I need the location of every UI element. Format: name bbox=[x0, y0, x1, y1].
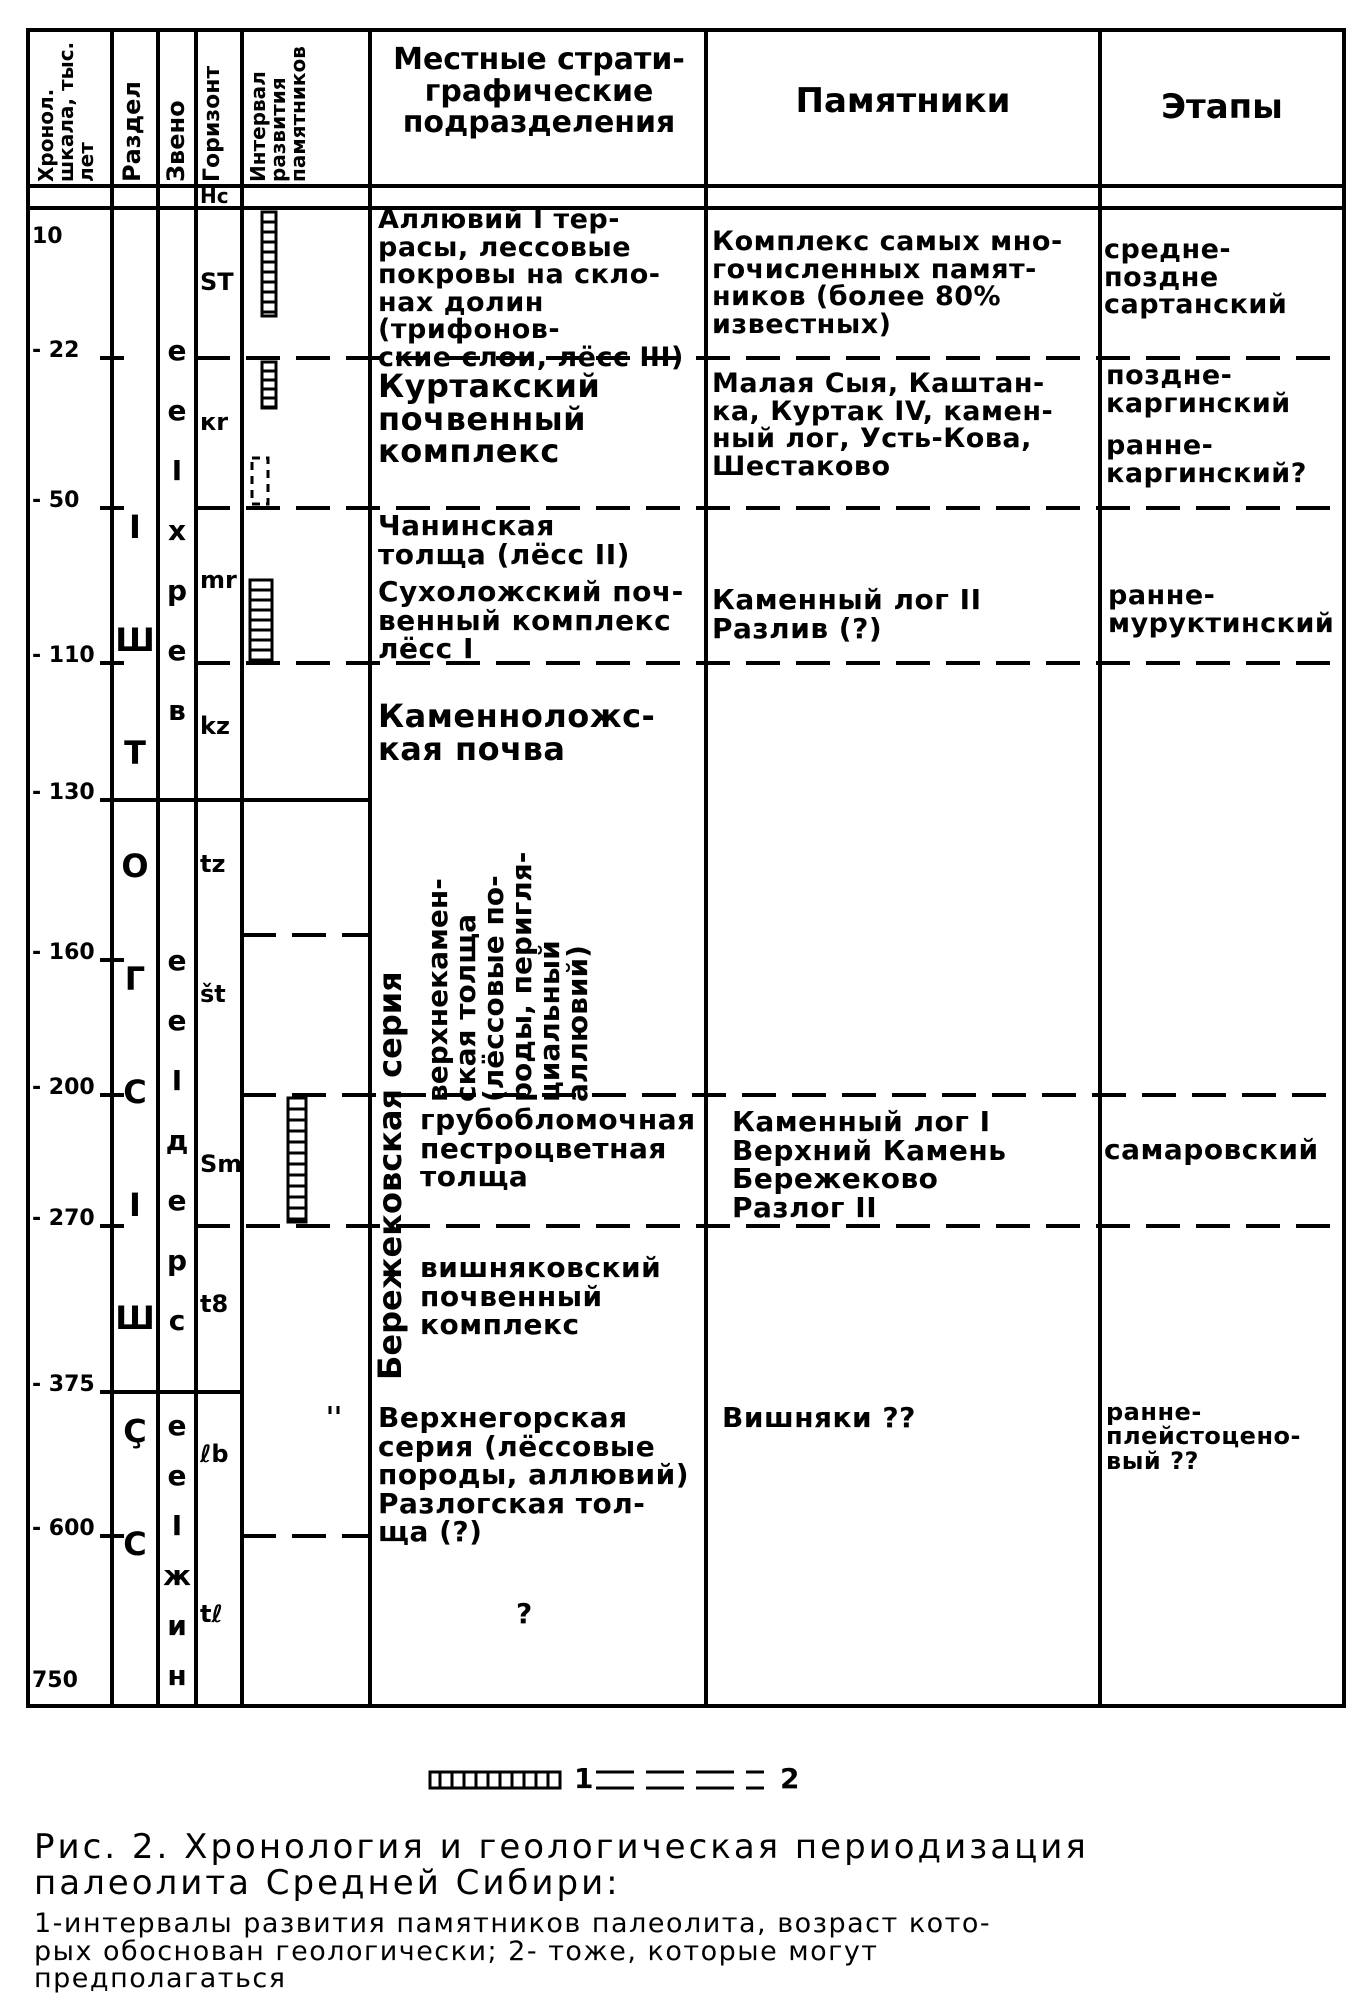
horizon-code: кr bbox=[200, 408, 229, 436]
monuments-r6: Каменный лог I Верхний Камень Бережеково Разлог II bbox=[732, 1105, 1007, 1224]
chrono-tick: - 600 bbox=[32, 1516, 95, 1541]
monuments-r2: Малая Сыя, Каштан- ка, Куртак IV, камен- ный лог, Усть-Кова, Шестаково bbox=[712, 368, 1054, 482]
link-letter: е bbox=[167, 633, 187, 667]
link-letter: е bbox=[167, 1408, 187, 1442]
figure-caption-title: Рис. 2. Хронология и геологическая периодизация палеолита Средней Сибири: bbox=[34, 1827, 1089, 1903]
interval-bars bbox=[250, 212, 306, 1222]
link-letter: х bbox=[167, 513, 187, 547]
link-letter: е bbox=[167, 333, 187, 367]
chrono-tick: - 270 bbox=[32, 1206, 95, 1231]
division-letter: Ш bbox=[115, 620, 155, 659]
link-letter: р bbox=[166, 573, 188, 607]
local-unit-r4: Каменноложс- кая почва bbox=[378, 697, 656, 768]
link-upper bbox=[160, 320, 194, 740]
chrono-tick: 750 bbox=[32, 1668, 78, 1693]
local-unit-question: ? bbox=[516, 1597, 533, 1630]
link-letter: с bbox=[168, 1303, 186, 1337]
division-letter: О bbox=[121, 846, 149, 885]
stage-r2a: поздне- каргинский bbox=[1106, 360, 1291, 419]
monuments-r1: Комплекс самых мно- гочисленных памят- ников (более 80% известных) bbox=[712, 226, 1063, 340]
link-letter: в bbox=[168, 693, 186, 727]
local-unit-r3b: Сухоложский поч- венный комплекс лёсс I bbox=[378, 575, 684, 666]
link-letter: I bbox=[171, 1508, 183, 1542]
header-link: Звено bbox=[162, 100, 190, 182]
horizon-code: tz bbox=[200, 850, 226, 878]
stage-r2b: ранне- каргинский? bbox=[1106, 430, 1307, 489]
division-letter: Ç bbox=[123, 1411, 147, 1450]
link-letter: I bbox=[171, 453, 183, 487]
chrono-tick: - 160 bbox=[32, 940, 95, 965]
figure-caption-body: 1-интервалы развития памятников палеолита, возраст кото- рых обоснован геологически; 2- тоже, которые могут предполагаться bbox=[34, 1908, 992, 1995]
chrono-tick: - 50 bbox=[32, 488, 80, 513]
link-letter: е bbox=[167, 1183, 187, 1217]
link-lower bbox=[160, 1400, 194, 1700]
link-letter: д bbox=[165, 1123, 189, 1157]
link-middle bbox=[160, 930, 194, 1350]
horizon-code: ℓb bbox=[200, 1440, 229, 1468]
division-letter: Ш bbox=[115, 1298, 155, 1337]
header-chrono-scale: Хронол. шкала, тыс. лет bbox=[34, 41, 98, 182]
chrono-tick: - 375 bbox=[32, 1372, 95, 1397]
horizon-code: ST bbox=[200, 268, 234, 296]
link-letter: р bbox=[166, 1243, 188, 1277]
local-unit-r8: Верхнегорская серия (лёссовые породы, аллювий) Разлогская тол- ща (?) bbox=[378, 1401, 690, 1549]
horizon-code: t8 bbox=[200, 1290, 229, 1318]
chrono-tick: 10 bbox=[32, 224, 63, 249]
local-unit-berezhekovsk-series: Бережековская серия bbox=[371, 971, 409, 1380]
header-horizon: Горизонт bbox=[200, 65, 225, 182]
division-label bbox=[114, 470, 156, 1600]
local-unit-r3a: Чанинская толща (лёсс II) bbox=[378, 509, 630, 571]
division-letter: С bbox=[123, 1072, 147, 1111]
local-unit-r6: грубобломочная пестроцветная толща bbox=[420, 1103, 696, 1194]
link-letter: е bbox=[167, 1003, 187, 1037]
link-letter: н bbox=[167, 1658, 187, 1692]
legend-label-2: 2 bbox=[780, 1762, 800, 1795]
stage-r8: ранне- плейстоцено- вый ?? bbox=[1106, 1398, 1301, 1475]
horizon-code: št bbox=[200, 980, 226, 1008]
horizon-code: kz bbox=[200, 712, 230, 740]
division-letter: С bbox=[123, 1524, 147, 1563]
link-letter: е bbox=[167, 943, 187, 977]
legend-label-1: 1 bbox=[574, 1762, 594, 1795]
local-unit-r7: вишняковский почвенный комплекс bbox=[420, 1251, 662, 1342]
division-letter: І bbox=[129, 1185, 141, 1224]
division-letter: Г bbox=[124, 959, 146, 998]
horizon-code: tℓ bbox=[200, 1600, 223, 1628]
link-letter: I bbox=[171, 1063, 183, 1097]
link-letter: е bbox=[167, 1458, 187, 1492]
chrono-tick: - 200 bbox=[32, 1075, 95, 1100]
chrono-tick: - 110 bbox=[32, 643, 95, 668]
stage-r1: средне-поздне сартанский bbox=[1104, 234, 1288, 321]
horizon-code: mr bbox=[200, 566, 237, 594]
horizon-code: Sm bbox=[200, 1150, 243, 1178]
local-unit-verkhnekamenskaya: верхнекамен- ская толща (лёссовые по- роды, перигля- циальный аллювий) bbox=[421, 851, 594, 1102]
division-letter: Т bbox=[124, 733, 146, 772]
link-letter: и bbox=[167, 1608, 187, 1642]
division-letter: I bbox=[129, 507, 141, 546]
stage-r6: самаровский bbox=[1104, 1133, 1319, 1166]
chrono-tick: - 130 bbox=[32, 780, 95, 805]
header-interval: Интервал развития памятников bbox=[246, 46, 310, 182]
link-letter: ж bbox=[163, 1558, 191, 1592]
header-stages: Этапы bbox=[1161, 87, 1283, 127]
link-letter: е bbox=[167, 393, 187, 427]
chrono-tick: - 22 bbox=[32, 338, 80, 363]
header-monuments: Памятники bbox=[795, 81, 1011, 121]
monuments-r3: Каменный лог II Разлив (?) bbox=[712, 583, 982, 645]
local-unit-r2: Куртакский почвенный комплекс bbox=[378, 367, 601, 471]
local-unit-r1: Аллювий I тер- расы, лессовые покровы на скло- нах долин (трифонов- ские слои, лёсс III) bbox=[378, 204, 684, 373]
stage-r3: ранне- муруктинский bbox=[1108, 580, 1335, 639]
monuments-r8: Вишняки ?? bbox=[722, 1401, 916, 1434]
header-division: Раздел bbox=[118, 81, 146, 182]
header-local-units: Местные страти- графические подразделения bbox=[393, 42, 685, 140]
header-hc: Hс bbox=[200, 184, 229, 208]
